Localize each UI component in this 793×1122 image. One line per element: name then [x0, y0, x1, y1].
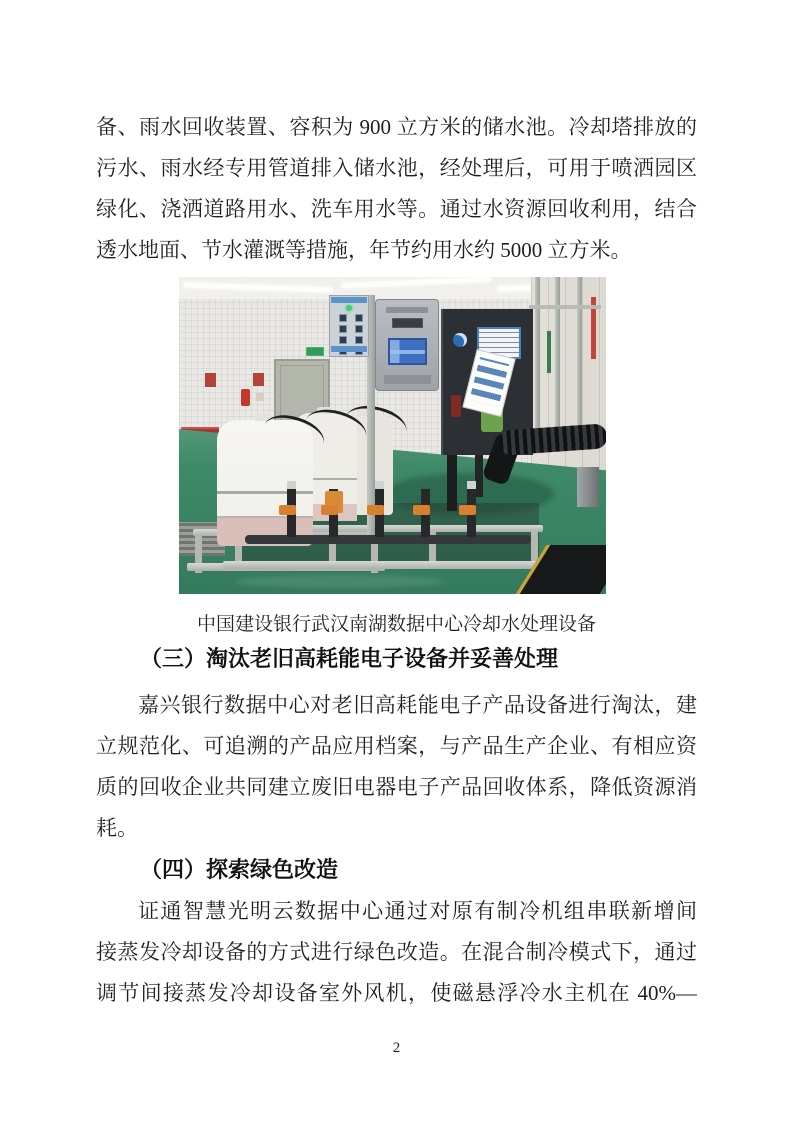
text-line: 耗。: [96, 816, 138, 840]
scaffold-post: [535, 277, 540, 437]
control-panel: [329, 295, 369, 357]
indicator-lamp: [346, 305, 352, 311]
panel-buttons: [339, 314, 361, 348]
scaffold-post: [555, 277, 560, 432]
photo-caption: 中国建设银行武汉南湖数据中心冷却水处理设备: [196, 614, 596, 635]
green-vertical-sign: [547, 331, 551, 373]
valve-handle: [279, 505, 296, 515]
text-line: 接蒸发冷却设备的方式进行绿色改造。在混合制冷模式下，通过: [96, 940, 697, 964]
controller-lcd-screen: [388, 338, 427, 365]
page-number: 2: [392, 1040, 401, 1056]
wall-sign: [256, 393, 264, 401]
valve-handle: [413, 505, 430, 515]
text-line: 污水、雨水经专用管道排入储水池，经处理后，可用于喷洒园区: [96, 156, 697, 180]
scaffold-crossbar: [529, 305, 601, 309]
fire-extinguisher: [241, 389, 250, 406]
cabinet-logo: [453, 333, 467, 347]
pump-head: [467, 481, 476, 489]
skid-rail: [223, 561, 551, 569]
floor-reflection: [235, 575, 445, 588]
text-line: 绿化、浇洒道路用水、洗车用水等。通过水资源回收利用，结合: [96, 197, 697, 221]
text-line: 立规范化、可追溯的产品应用档案，与产品生产企业、有相应资: [96, 734, 697, 758]
section-heading-4: （四）探索绿色改造: [140, 857, 339, 882]
fire-sign: [253, 373, 264, 386]
valve-handle: [367, 505, 384, 515]
controller-vent: [386, 307, 428, 313]
scaffold-post: [577, 277, 582, 427]
text-line: 证通智慧光明云数据中心通过对原有制冷机组串联新增间: [138, 899, 697, 923]
text-line: 透水地面、节水灌溉等措施，年节约用水约 5000 立方米。: [96, 238, 632, 262]
valve-handle: [459, 505, 476, 515]
controller-display: [392, 318, 423, 328]
text-line: 嘉兴银行数据中心对老旧高耗能电子产品设备进行淘汰，建: [138, 693, 697, 717]
controller-unit: [375, 299, 439, 391]
text-line: 备、雨水回收装置、容积为 900 立方米的储水池。冷却塔排放的: [96, 115, 697, 139]
text-line: 调节间接蒸发冷却设备室外风机，使磁悬浮冷水主机在 40%—: [96, 981, 697, 1005]
pump-head: [375, 481, 384, 489]
section-heading-3: （三）淘汰老旧高耗能电子设备并妥善处理: [140, 646, 559, 671]
exit-sign: [306, 347, 324, 356]
paragraph-section3: [96, 685, 697, 849]
panel-header: [331, 297, 367, 303]
pump-head: [287, 481, 296, 489]
vertical-pipe: [447, 453, 457, 511]
red-valve-handle: [451, 395, 461, 417]
pipe-stub: [577, 467, 599, 507]
text-line: 质的回收企业共同建立废旧电器电子产品回收体系，降低资源消: [96, 775, 697, 799]
controller-base: [384, 375, 431, 384]
valve-handle: [321, 505, 338, 515]
paragraph-water-recycling: [96, 107, 697, 271]
fire-sign: [205, 373, 216, 387]
paragraph-section4: [96, 891, 697, 1014]
equipment-photo: [179, 277, 606, 594]
panel-footer: [331, 346, 367, 352]
